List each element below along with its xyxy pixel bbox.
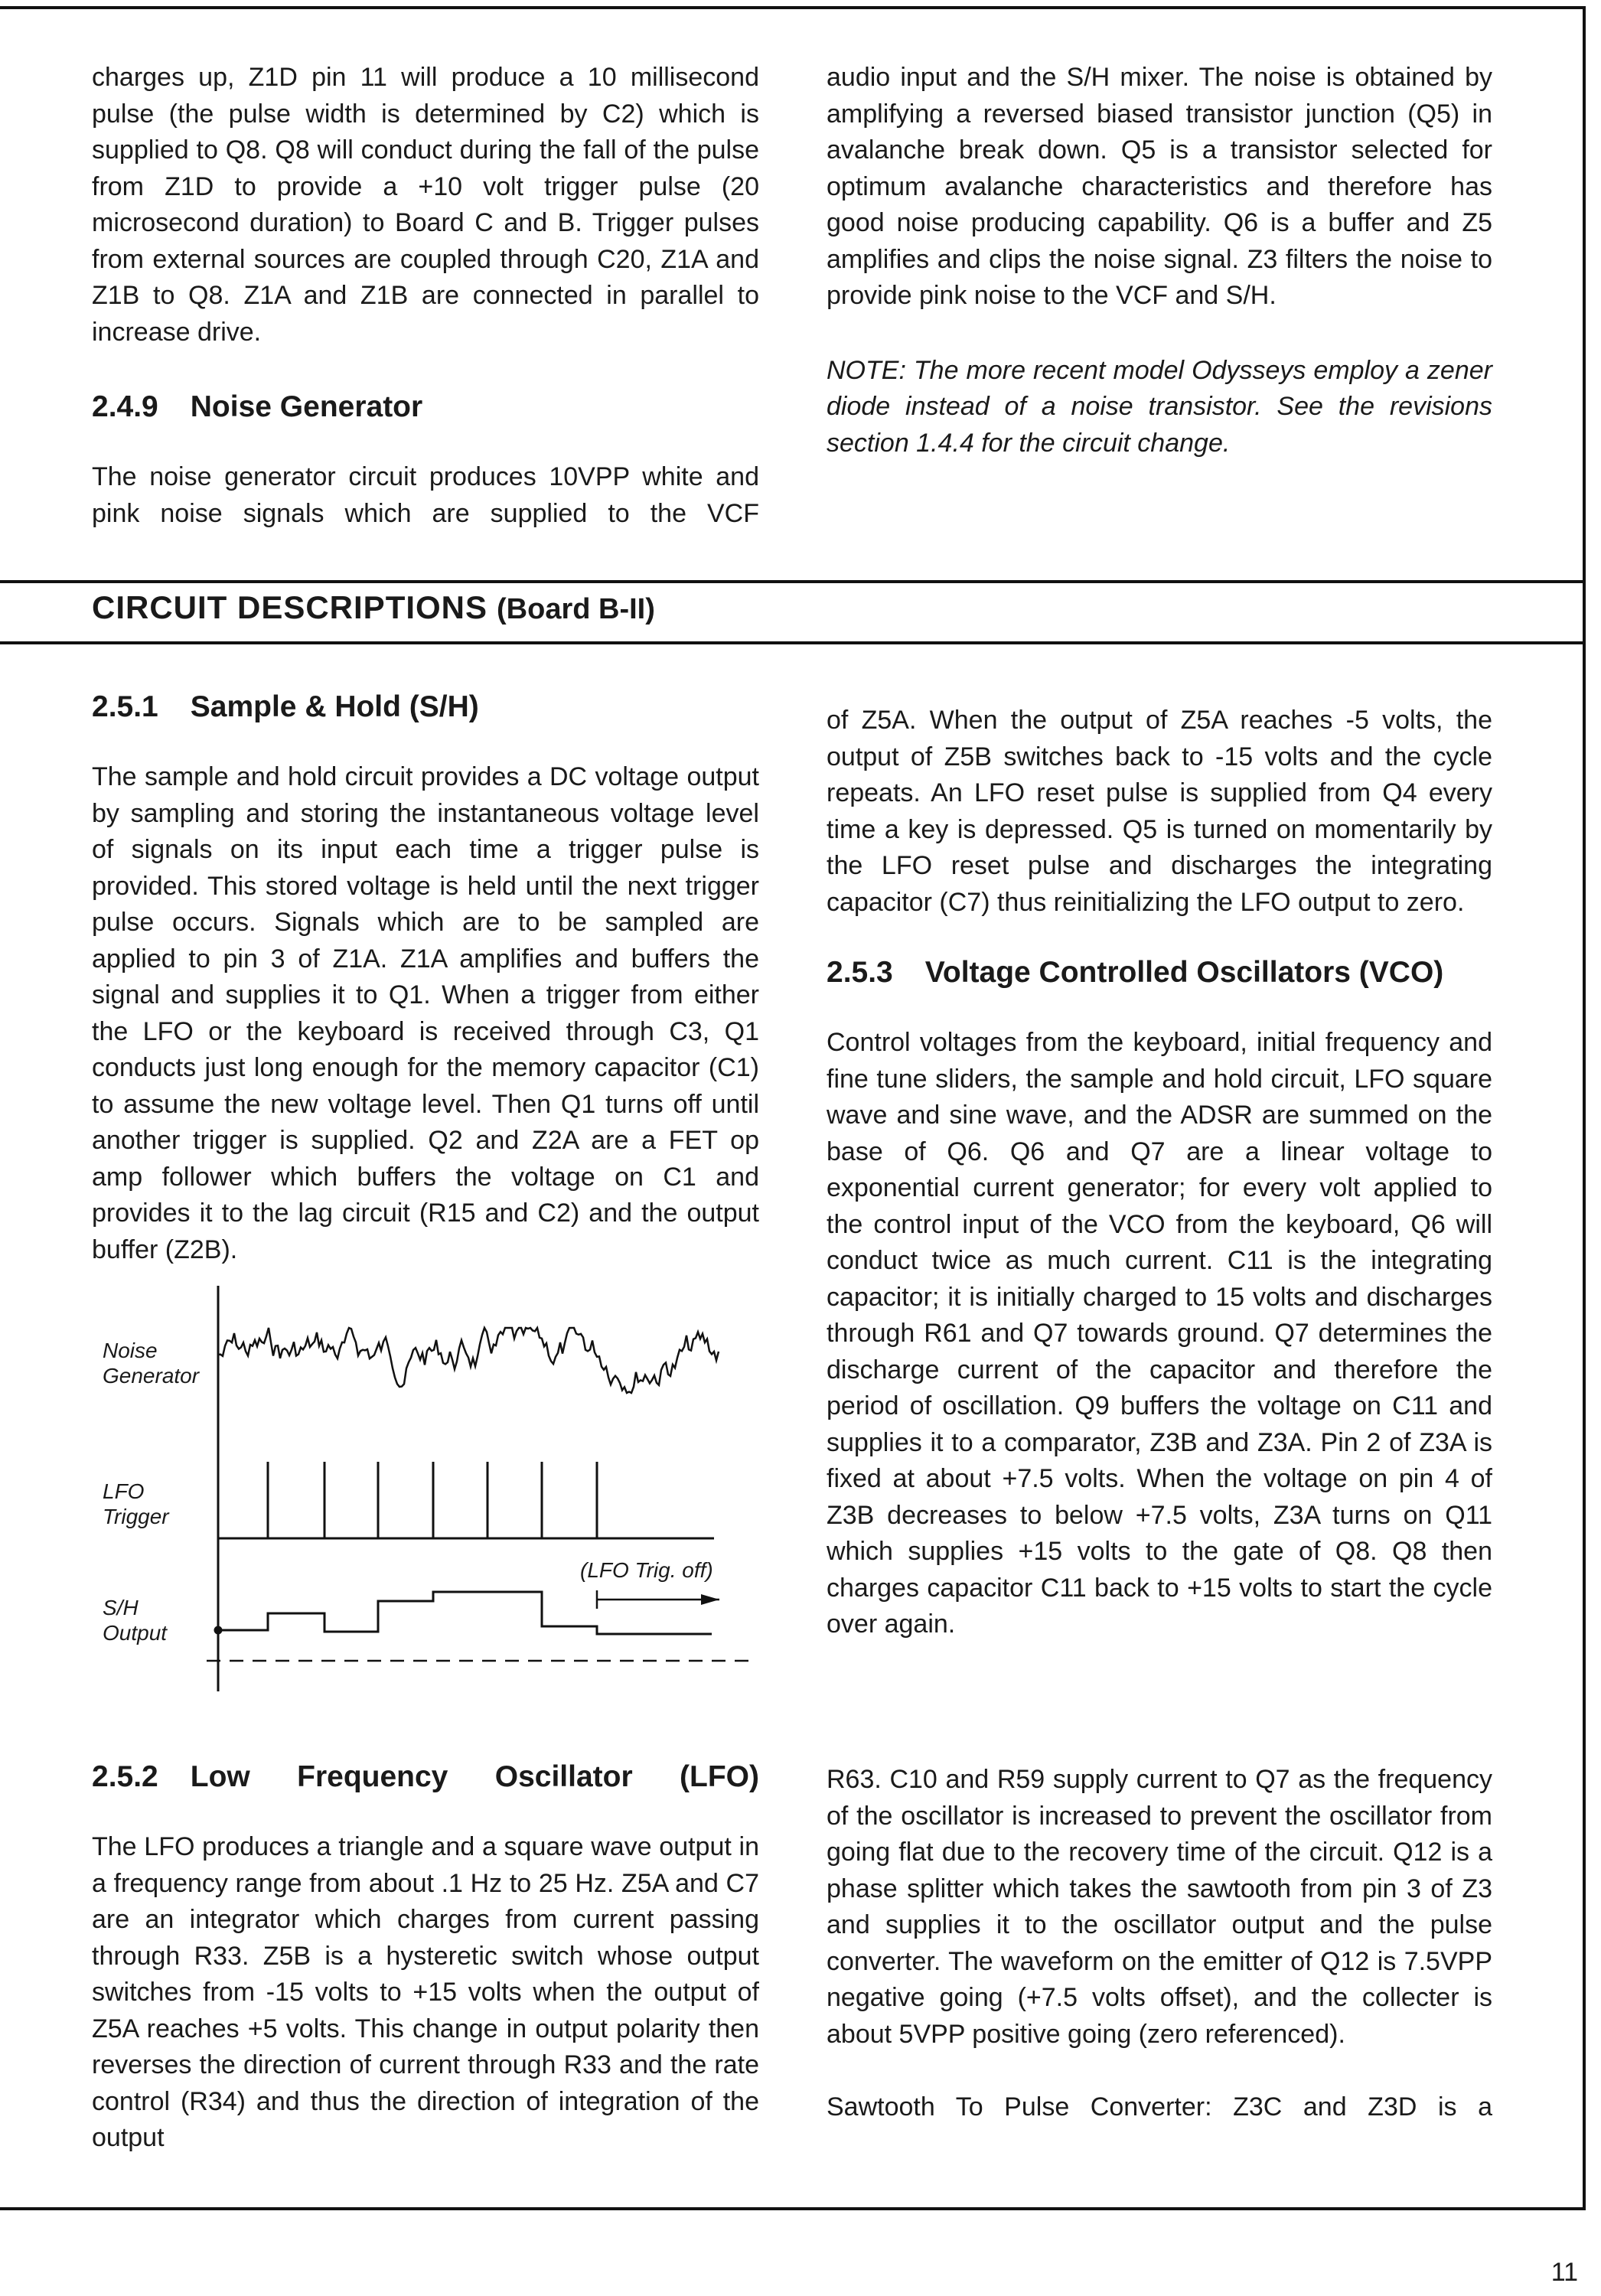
heading-number: 2.5.3 bbox=[827, 956, 893, 989]
heading-title: Voltage Controlled Oscillators (VCO) bbox=[924, 956, 1444, 989]
heading-title: Sample & Hold (S/H) bbox=[190, 690, 479, 723]
section-title bbox=[92, 588, 655, 629]
arrow-head-icon bbox=[701, 1594, 719, 1605]
paragraph-lfo-cont: of Z5A. When the output of Z5A reaches -5 volts, the output of Z5B switches back to -15 volts and the cycle repeats. An LFO reset pulse is supplied from Q4 every time a key is depressed. Q5 is turned on momentarily by the LFO reset pulse and discharges the integrating capacitor (C7) thus reinitializing the LFO output to zero. bbox=[827, 706, 1492, 917]
revision-note: NOTE: The more recent model Odysseys employ a zener diode instead of a noise transistor. See the revisions section 1.4.4 for the circuit change. bbox=[827, 355, 1492, 458]
heading-vco bbox=[827, 954, 1492, 991]
fig-label-line: LFO bbox=[103, 1479, 145, 1503]
heading-title: Noise Generator bbox=[190, 390, 423, 423]
heading-title: Low Frequency Oscillator (LFO) bbox=[190, 1760, 759, 1793]
fig-label-sh bbox=[103, 1595, 167, 1645]
right-lower-column bbox=[827, 703, 1492, 1643]
heading-number: 2.5.1 bbox=[92, 690, 158, 723]
sh-output-waveform bbox=[218, 1592, 712, 1634]
paragraph-sample-hold: The sample and hold circuit provides a DC voltage output by sampling and storing the instantaneous voltage level of signals on its input each time a trigger pulse is provided. This stored voltage is held until the next trigger pulse occurs. Signals which are to be sampled are applied to pin 3 of Z1A. Z1A amplifies and buffers the signal and supplies it to Q1. When a trigger from either the LFO or the keyboard is received through C3, Q1 conducts just long enough for the memory capacitor (C1) to assume the new voltage level. Then Q1 turns off until another trigger is supplied. Q2 and Z2A are a FET op amp follower which buffers the voltage on C1 and provides it to the lag circuit (R15 and C2) and the output buffer (Z2B). bbox=[92, 762, 759, 1264]
right-bottom-column bbox=[827, 1762, 1492, 2126]
fig-label-line: Noise bbox=[103, 1339, 158, 1362]
heading-sample-hold bbox=[92, 689, 759, 726]
fig-label-lfo bbox=[103, 1479, 169, 1529]
lfo-section bbox=[92, 1759, 759, 2157]
heading-number: 2.5.2 bbox=[92, 1760, 158, 1793]
fig-label-line: Generator bbox=[103, 1364, 200, 1388]
fig-label-line: Output bbox=[103, 1621, 168, 1645]
section-divider-bottom bbox=[0, 641, 1586, 644]
paragraph-z1d-trigger: charges up, Z1D pin 11 will produce a 10 millisecond pulse (the pulse width is determined by C2) which is supplied to Q8. Q8 will conduct during the fall of the pulse from Z1D to provide a +10 volt trigger pulse (20 microsecond duration) to Board C and B. Trigger pulses from external sources are coupled through C20, Z1A and Z1B to Q8. Z1A and Z1B are connected in parallel to increase drive. bbox=[92, 63, 759, 347]
fig-label-noise bbox=[103, 1338, 199, 1388]
sh-output-start-dot bbox=[215, 1627, 221, 1633]
paragraph-vco: Control voltages from the keyboard, initial frequency and fine tune sliders, the sample and hold circuit, LFO square wave and sine wave, and the ADSR are summed on the base of Q6. Q6 and Q7 are a linear voltage to exponential current generator; for every volt applied to the control input of the VCO from the keyboard, Q6 will conduct twice as much current. C11 is the integrating capacitor; it is initially charged to 15 volts and discharges through R61 and Q7 towards ground. Q7 determines the discharge current of the capacitor and therefore the period of oscillation. Q9 buffers the voltage on C11 and supplies it to a comparator, Z3B and Z3A. Pin 2 of Z3A is fixed at about +7.5 volts. When the voltage on pin 4 of Z3B decreases to below +7.5 volts, Z3A turns on Q11 which supplies +15 volts to the gate of Q8. Q8 then charges capacitor C11 back to +15 volts to start the cycle over again. bbox=[827, 1028, 1492, 1639]
paragraph-noise-generator: The noise generator circuit produces 10VPP white and pink noise signals which are supplied to the VCF bbox=[92, 462, 759, 528]
noise-waveform bbox=[218, 1328, 719, 1393]
paragraph-vco-cont: R63. C10 and R59 supply current to Q7 as the frequency of the oscillator is increased to prevent the oscillator from going flat due to the recovery time of the circuit. Q12 is a phase splitter which takes the sawtooth from pin 3 of Z3 and supplies it to the oscillator output and the pulse converter. The waveform on the emitter of Q12 is 7.5VPP negative going (+7.5 volts offset), and the collecter is about 5VPP positive going (zero referenced). bbox=[827, 1765, 1492, 2049]
heading-number: 2.4.9 bbox=[92, 390, 158, 423]
paragraph-noise-cont: audio input and the S/H mixer. The noise is obtained by amplifying a reversed biased transistor junction (Q5) in avalanche break down. Q5 is a transistor selected for optimum avalanche characteristics and therefore has good noise producing capability. Q6 is a buffer and Z5 amplifies and clips the noise signal. Z3 filters the noise to provide pink noise to the VCF and S/H. bbox=[827, 63, 1492, 310]
sh-section bbox=[92, 689, 759, 1268]
fig-label-line: S/H bbox=[103, 1596, 139, 1619]
section-divider-top bbox=[0, 580, 1586, 583]
fig-label-trig-off: (LFO Trig. off) bbox=[580, 1558, 713, 1582]
heading-lfo bbox=[92, 1759, 759, 1795]
top-left-column bbox=[92, 60, 759, 532]
fig-label-line: Trigger bbox=[103, 1505, 169, 1528]
heading-noise-generator bbox=[92, 389, 759, 426]
page-number: 11 bbox=[1550, 2258, 1578, 2287]
section-title-text: CIRCUIT DESCRIPTIONS bbox=[92, 589, 488, 625]
top-right-column bbox=[827, 60, 1492, 461]
section-subtitle: (Board B-II) bbox=[497, 593, 655, 625]
paragraph-converter: Sawtooth To Pulse Converter: Z3C and Z3D is a bbox=[827, 2092, 1492, 2122]
paragraph-lfo: The LFO produces a triangle and a square wave output in a frequency range from about .1 Hz to 25 Hz. Z5A and C7 are an integrator which charges from current passing through R33. Z5B is a hysteretic switch whose output switches from -15 volts to +15 volts when the output of Z5A reaches +5 volts. This change in output polarity then reverses the direction of current through R33 and the rate control (R34) and thus the direction of integration of the output bbox=[92, 1832, 759, 2152]
